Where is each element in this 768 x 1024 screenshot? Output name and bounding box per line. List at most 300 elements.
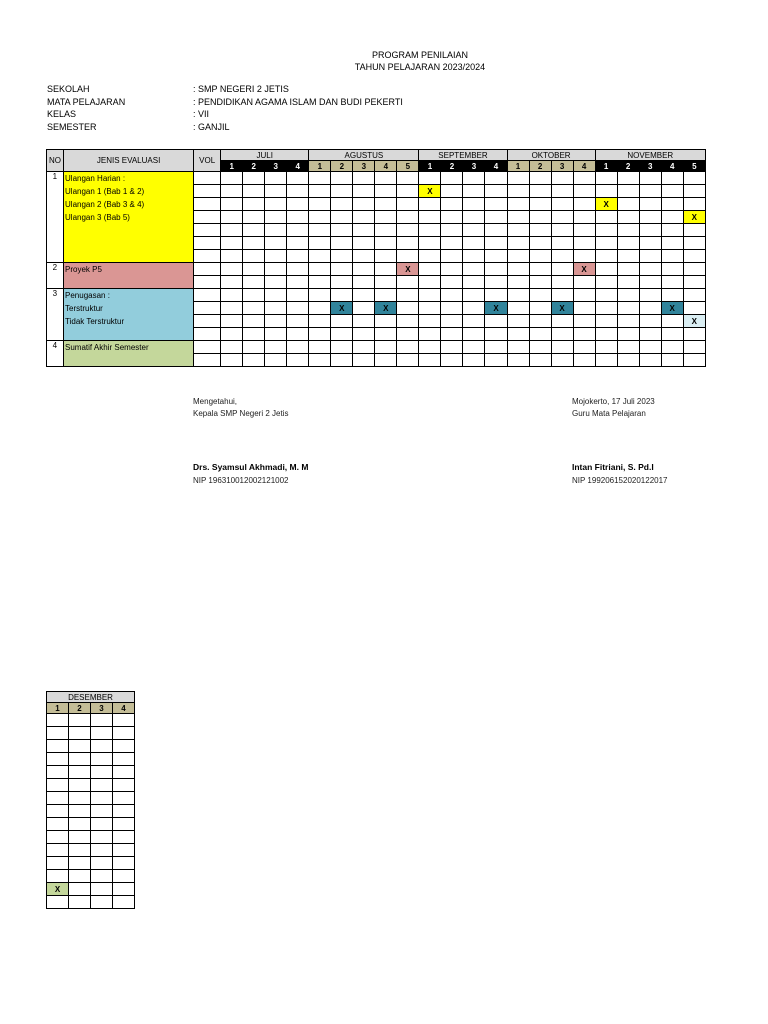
month-header: JULI — [221, 150, 309, 161]
schedule-cell — [243, 289, 265, 302]
schedule-cell — [595, 211, 617, 224]
schedule-cell — [287, 328, 309, 341]
desember-header-row — [47, 692, 135, 703]
schedule-cell — [243, 250, 265, 263]
week-number: 2 — [529, 161, 551, 172]
schedule-cell — [221, 250, 243, 263]
schedule-cell — [551, 198, 573, 211]
schedule-cell — [243, 185, 265, 198]
schedule-cell — [529, 185, 551, 198]
schedule-cell — [507, 263, 529, 276]
schedule-cell — [309, 250, 331, 263]
schedule-cell — [69, 766, 91, 779]
schedule-cell — [243, 237, 265, 250]
schedule-cell — [287, 341, 309, 354]
schedule-cell — [639, 172, 661, 185]
table-row — [47, 289, 706, 302]
schedule-cell — [639, 250, 661, 263]
schedule-cell — [287, 289, 309, 302]
schedule-cell — [287, 172, 309, 185]
schedule-cell — [507, 289, 529, 302]
week-number: 2 — [331, 161, 353, 172]
schedule-cell — [617, 341, 639, 354]
week-number: 3 — [353, 161, 375, 172]
schedule-cell — [661, 211, 683, 224]
schedule-cell — [353, 263, 375, 276]
schedule-cell — [309, 211, 331, 224]
schedule-cell — [507, 198, 529, 211]
schedule-cell — [419, 354, 441, 367]
schedule-cell — [265, 315, 287, 328]
schedule-cell — [441, 185, 463, 198]
table-row — [47, 714, 135, 727]
schedule-cell — [441, 302, 463, 315]
schedule-cell — [47, 779, 69, 792]
col-vol-header: VOL — [194, 150, 221, 172]
schedule-cell — [595, 276, 617, 289]
week-number: 4 — [485, 161, 507, 172]
week-number: 5 — [397, 161, 419, 172]
schedule-cell — [47, 714, 69, 727]
schedule-cell — [573, 341, 595, 354]
week-number: 3 — [551, 161, 573, 172]
schedule-cell — [221, 224, 243, 237]
schedule-cell — [91, 844, 113, 857]
schedule-cell — [397, 185, 419, 198]
schedule-mark: X — [683, 211, 705, 224]
schedule-cell — [463, 198, 485, 211]
schedule-cell — [309, 172, 331, 185]
schedule-cell — [573, 354, 595, 367]
schedule-cell — [639, 185, 661, 198]
schedule-cell — [375, 276, 397, 289]
schedule-cell — [661, 276, 683, 289]
schedule-cell — [683, 354, 705, 367]
week-number: 1 — [309, 161, 331, 172]
evaluation-label-line: Ulangan Harian : — [65, 174, 126, 183]
schedule-cell — [47, 792, 69, 805]
schedule-cell — [573, 185, 595, 198]
week-number: 3 — [639, 161, 661, 172]
schedule-cell — [639, 341, 661, 354]
schedule-cell — [375, 354, 397, 367]
schedule-cell — [353, 341, 375, 354]
vol-cell — [194, 289, 221, 302]
schedule-cell — [595, 172, 617, 185]
row-number: 3 — [47, 289, 64, 341]
header-value: : GANJIL — [193, 121, 230, 132]
schedule-cell — [353, 289, 375, 302]
schedule-cell — [113, 870, 135, 883]
evaluation-label-line: Ulangan 1 (Bab 1 & 2) — [65, 187, 145, 196]
vol-cell — [194, 354, 221, 367]
schedule-cell — [397, 198, 419, 211]
schedule-cell — [661, 198, 683, 211]
schedule-cell — [595, 354, 617, 367]
schedule-cell — [375, 315, 397, 328]
schedule-cell — [419, 224, 441, 237]
vol-cell — [194, 185, 221, 198]
evaluation-label-line: Tidak Terstruktur — [65, 317, 125, 326]
schedule-cell — [595, 302, 617, 315]
schedule-cell — [441, 198, 463, 211]
schedule-cell — [551, 172, 573, 185]
schedule-cell — [507, 302, 529, 315]
schedule-cell — [243, 211, 265, 224]
schedule-cell — [573, 276, 595, 289]
schedule-cell — [683, 224, 705, 237]
schedule-cell — [353, 354, 375, 367]
schedule-cell — [397, 289, 419, 302]
schedule-cell — [419, 263, 441, 276]
schedule-cell — [243, 276, 265, 289]
schedule-cell — [353, 172, 375, 185]
schedule-cell — [529, 289, 551, 302]
schedule-cell — [683, 276, 705, 289]
schedule-cell — [485, 263, 507, 276]
week-number: 2 — [441, 161, 463, 172]
header-value: : VII — [193, 109, 210, 119]
schedule-mark: X — [397, 263, 419, 276]
schedule-cell — [683, 341, 705, 354]
table-row — [47, 753, 135, 766]
schedule-cell — [683, 289, 705, 302]
schedule-cell — [595, 224, 617, 237]
evaluation-label — [64, 263, 194, 289]
schedule-cell — [639, 237, 661, 250]
vol-cell — [194, 250, 221, 263]
schedule-cell — [639, 276, 661, 289]
schedule-cell — [595, 185, 617, 198]
schedule-cell — [47, 805, 69, 818]
schedule-cell — [91, 792, 113, 805]
schedule-cell — [287, 185, 309, 198]
schedule-cell — [47, 727, 69, 740]
evaluation-label — [64, 172, 194, 263]
schedule-cell — [221, 302, 243, 315]
doc-title-line1: PROGRAM PENILAIAN — [371, 50, 469, 60]
month-header: NOVEMBER — [595, 150, 705, 161]
schedule-cell — [309, 276, 331, 289]
table-row — [47, 857, 135, 870]
schedule-cell — [287, 198, 309, 211]
schedule-cell — [47, 740, 69, 753]
header-value: : PENDIDIKAN AGAMA ISLAM DAN BUDI PEKERTI — [193, 96, 403, 107]
schedule-cell — [639, 354, 661, 367]
schedule-cell — [463, 224, 485, 237]
schedule-cell — [463, 263, 485, 276]
schedule-cell — [221, 315, 243, 328]
week-number: 1 — [595, 161, 617, 172]
schedule-mark: X — [683, 315, 705, 328]
schedule-cell — [639, 302, 661, 315]
vol-cell — [194, 341, 221, 354]
vol-cell — [194, 315, 221, 328]
schedule-cell — [617, 237, 639, 250]
table-row — [47, 805, 135, 818]
schedule-cell — [683, 302, 705, 315]
schedule-cell — [221, 276, 243, 289]
schedule-cell — [113, 766, 135, 779]
schedule-cell — [69, 792, 91, 805]
schedule-cell — [463, 172, 485, 185]
schedule-cell — [595, 315, 617, 328]
table-row — [47, 766, 135, 779]
schedule-cell — [419, 315, 441, 328]
schedule-cell — [243, 224, 265, 237]
schedule-cell — [551, 315, 573, 328]
schedule-cell — [353, 224, 375, 237]
schedule-cell — [507, 354, 529, 367]
schedule-cell — [529, 341, 551, 354]
table-row — [47, 792, 135, 805]
schedule-cell — [265, 198, 287, 211]
header-row — [47, 150, 706, 161]
schedule-cell — [529, 211, 551, 224]
schedule-cell — [529, 302, 551, 315]
schedule-cell — [683, 198, 705, 211]
schedule-cell — [287, 237, 309, 250]
schedule-cell — [617, 263, 639, 276]
schedule-cell — [573, 172, 595, 185]
schedule-cell — [331, 289, 353, 302]
row-number: 4 — [47, 341, 64, 367]
schedule-cell — [243, 263, 265, 276]
schedule-cell — [485, 211, 507, 224]
schedule-cell — [47, 766, 69, 779]
week-number: 1 — [419, 161, 441, 172]
schedule-cell — [639, 263, 661, 276]
schedule-cell — [375, 224, 397, 237]
schedule-cell — [287, 250, 309, 263]
schedule-cell — [441, 263, 463, 276]
schedule-cell — [397, 302, 419, 315]
schedule-mark: X — [419, 185, 441, 198]
month-header: AGUSTUS — [309, 150, 419, 161]
schedule-cell — [485, 328, 507, 341]
schedule-cell — [375, 289, 397, 302]
schedule-cell — [375, 172, 397, 185]
schedule-cell — [221, 328, 243, 341]
schedule-cell — [661, 315, 683, 328]
col-jenis-header: JENIS EVALUASI — [64, 150, 194, 172]
schedule-cell — [309, 328, 331, 341]
schedule-cell — [441, 289, 463, 302]
schedule-cell — [507, 185, 529, 198]
schedule-cell — [91, 870, 113, 883]
week-number: 5 — [683, 161, 705, 172]
schedule-cell — [375, 237, 397, 250]
schedule-cell — [397, 328, 419, 341]
schedule-cell — [397, 172, 419, 185]
table-row — [47, 341, 706, 354]
schedule-cell — [113, 740, 135, 753]
schedule-cell — [309, 315, 331, 328]
schedule-cell — [47, 896, 69, 909]
schedule-cell — [221, 185, 243, 198]
schedule-cell — [419, 237, 441, 250]
schedule-cell — [485, 315, 507, 328]
schedule-cell — [353, 315, 375, 328]
schedule-cell — [551, 237, 573, 250]
schedule-cell — [265, 276, 287, 289]
schedule-cell — [529, 276, 551, 289]
week-number: 1 — [221, 161, 243, 172]
schedule-cell — [529, 237, 551, 250]
schedule-cell — [265, 172, 287, 185]
table-row — [47, 263, 706, 276]
schedule-cell — [91, 818, 113, 831]
schedule-cell — [331, 172, 353, 185]
left-sign-name: Drs. Syamsul Akhmadi, M. M — [193, 462, 309, 472]
schedule-cell — [397, 276, 419, 289]
schedule-cell — [485, 185, 507, 198]
schedule-cell — [375, 185, 397, 198]
doc-title-line2: TAHUN PELAJARAN 2023/2024 — [354, 62, 486, 72]
schedule-cell — [113, 727, 135, 740]
schedule-cell — [331, 276, 353, 289]
schedule-cell — [529, 315, 551, 328]
left-sign-line1: Mengetahui, — [193, 397, 238, 406]
schedule-cell — [683, 237, 705, 250]
schedule-cell — [529, 263, 551, 276]
schedule-cell — [69, 883, 91, 896]
left-sign-nip: NIP 196310012002121002 — [193, 476, 289, 485]
schedule-cell — [419, 172, 441, 185]
schedule-cell — [661, 328, 683, 341]
schedule-cell — [397, 237, 419, 250]
schedule-cell — [375, 250, 397, 263]
schedule-cell — [265, 289, 287, 302]
schedule-cell — [331, 354, 353, 367]
vol-cell — [194, 224, 221, 237]
schedule-cell — [309, 185, 331, 198]
schedule-cell — [507, 237, 529, 250]
schedule-cell — [441, 250, 463, 263]
schedule-cell — [69, 714, 91, 727]
schedule-cell — [595, 263, 617, 276]
schedule-cell — [69, 857, 91, 870]
schedule-cell — [221, 172, 243, 185]
schedule-cell — [441, 276, 463, 289]
schedule-cell — [353, 302, 375, 315]
schedule-cell — [243, 302, 265, 315]
schedule-cell — [441, 315, 463, 328]
schedule-cell — [113, 896, 135, 909]
schedule-cell — [617, 172, 639, 185]
schedule-cell — [91, 883, 113, 896]
week-number: 4 — [573, 161, 595, 172]
schedule-cell — [683, 250, 705, 263]
schedule-cell — [69, 805, 91, 818]
schedule-cell — [661, 354, 683, 367]
table-row — [47, 727, 135, 740]
evaluation-label — [64, 341, 194, 367]
schedule-mark: X — [331, 302, 353, 315]
schedule-cell — [441, 237, 463, 250]
schedule-cell — [265, 224, 287, 237]
schedule-cell — [463, 237, 485, 250]
week-number: 2 — [617, 161, 639, 172]
schedule-cell — [551, 289, 573, 302]
schedule-cell — [69, 831, 91, 844]
schedule-cell — [113, 818, 135, 831]
schedule-cell — [551, 276, 573, 289]
schedule-cell — [573, 328, 595, 341]
schedule-cell — [69, 740, 91, 753]
schedule-cell — [375, 211, 397, 224]
schedule-cell — [91, 714, 113, 727]
col-no-header: NO — [47, 150, 64, 172]
schedule-cell — [331, 315, 353, 328]
schedule-cell — [331, 224, 353, 237]
week-number: 4 — [661, 161, 683, 172]
schedule-cell — [485, 172, 507, 185]
schedule-cell — [397, 211, 419, 224]
schedule-cell — [485, 354, 507, 367]
schedule-cell — [287, 354, 309, 367]
schedule-cell — [573, 315, 595, 328]
schedule-cell — [221, 211, 243, 224]
schedule-mark: X — [551, 302, 573, 315]
schedule-cell — [309, 263, 331, 276]
schedule-cell — [265, 328, 287, 341]
schedule-cell — [573, 289, 595, 302]
schedule-cell — [419, 328, 441, 341]
week-number: 1 — [47, 703, 69, 714]
schedule-cell — [375, 263, 397, 276]
evaluation-label-line: Penugasan : — [65, 291, 110, 300]
schedule-cell — [617, 250, 639, 263]
right-sign-line1: Mojokerto, 17 Juli 2023 — [572, 397, 655, 406]
schedule-cell — [441, 328, 463, 341]
schedule-cell — [287, 315, 309, 328]
schedule-cell — [419, 250, 441, 263]
schedule-cell — [661, 185, 683, 198]
schedule-cell — [463, 354, 485, 367]
schedule-cell — [221, 341, 243, 354]
schedule-cell — [551, 341, 573, 354]
schedule-cell — [485, 289, 507, 302]
assessment-table — [46, 149, 706, 367]
schedule-mark: X — [661, 302, 683, 315]
schedule-cell — [529, 172, 551, 185]
vol-cell — [194, 211, 221, 224]
month-header: DESEMBER — [47, 692, 135, 703]
schedule-cell — [91, 753, 113, 766]
evaluation-label — [64, 289, 194, 341]
schedule-cell — [243, 341, 265, 354]
vol-cell — [194, 302, 221, 315]
schedule-cell — [419, 341, 441, 354]
schedule-cell — [113, 831, 135, 844]
schedule-cell — [507, 250, 529, 263]
schedule-cell — [485, 341, 507, 354]
schedule-cell — [661, 289, 683, 302]
schedule-cell — [47, 870, 69, 883]
vol-cell — [194, 328, 221, 341]
schedule-cell — [397, 315, 419, 328]
schedule-mark: X — [573, 263, 595, 276]
schedule-cell — [463, 211, 485, 224]
schedule-cell — [397, 250, 419, 263]
schedule-cell — [309, 289, 331, 302]
table-row — [47, 740, 135, 753]
schedule-cell — [507, 315, 529, 328]
schedule-cell — [221, 237, 243, 250]
schedule-cell — [419, 276, 441, 289]
schedule-cell — [287, 276, 309, 289]
